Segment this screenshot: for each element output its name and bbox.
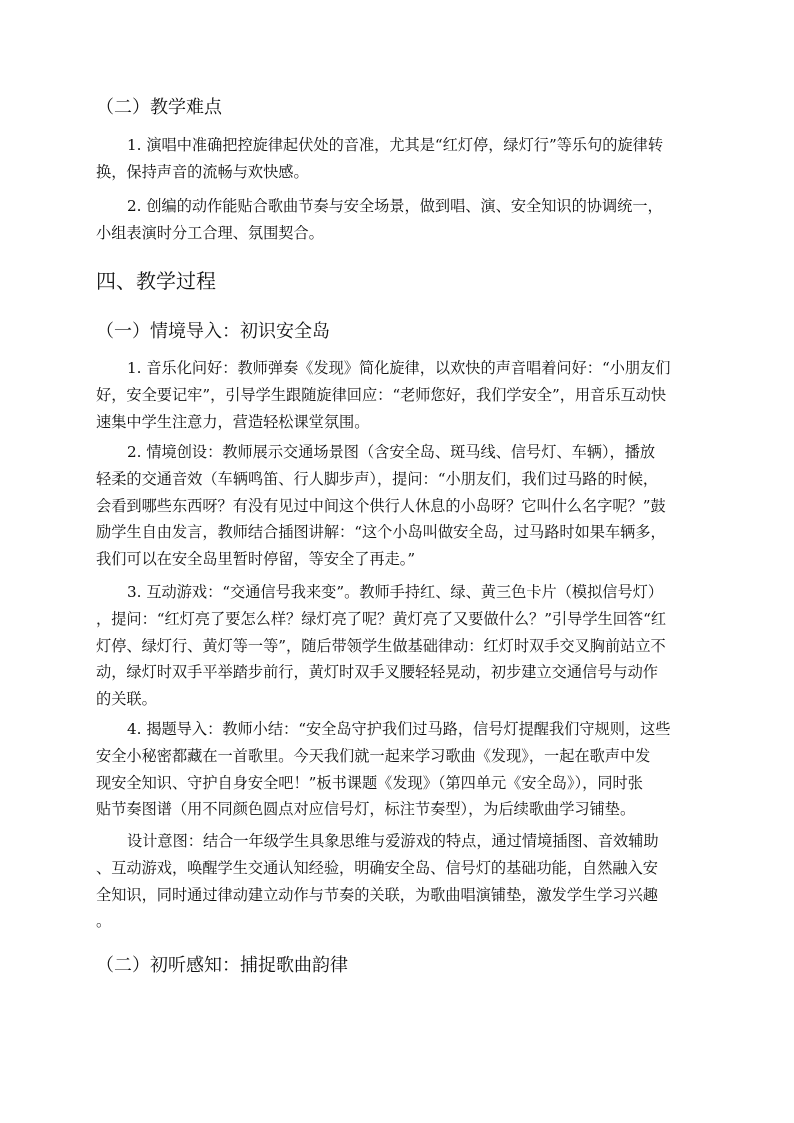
paragraph-design-intent [96, 828, 699, 935]
text-line: 速集中学生注意力，营造轻松课堂氛围。 [96, 412, 370, 431]
text-line: 轻柔的交通音效（车辆鸣笛、行人脚步声），提问：“小朋友们，我们过马路的时候， [96, 469, 659, 488]
text-line: 好，安全要记牢”，引导学生跟随旋律回应：“老师您好，我们学安全”，用音乐互动快 [96, 385, 667, 404]
text-line: 2. 创编的动作能贴合歌曲节奏与安全场景，做到唱、演、安全知识的协调统一， [127, 197, 663, 215]
paragraph-difficulty-1 [96, 132, 699, 186]
text-line: 1. 音乐化问好：教师弹奏《发现》简化旋律，以欢快的声音唱着问好：“小朋友们 [127, 359, 671, 377]
paragraph-difficulty-2 [96, 193, 699, 247]
heading-teaching-difficulty: （二）教学难点 [96, 97, 222, 118]
text-line: 贴节奏图谱（用不同颜色圆点对应信号灯，标注节奏型），为后续歌曲学习铺垫。 [96, 800, 636, 819]
text-line: 2. 情境创设：教师展示交通场景图（含安全岛、斑马线、信号灯、车辆），播放 [127, 443, 656, 461]
paragraph-intro-3 [96, 579, 699, 713]
text-line: 全知识，同时通过律动建立动作与节奏的关联，为歌曲唱演铺垫，激发学生学习兴趣 [96, 885, 658, 904]
text-line: 会看到哪些东西呀？有没有见过中间这个供行人休息的小岛呀？它叫什么名字呢？”鼓 [96, 496, 666, 515]
text-line: 3. 互动游戏：“交通信号我来变”。教师手持红、绿、黄三色卡片（模拟信号灯） [127, 583, 664, 601]
paragraph-intro-4 [96, 716, 699, 823]
text-line: 励学生自由发言，教师结合插图讲解：“这个小岛叫做安全岛，过马路时如果车辆多， [96, 523, 666, 542]
text-line: 。 [96, 912, 112, 931]
text-line: 换，保持声音的流畅与欢快感。 [96, 162, 309, 181]
text-line: 的关联。 [96, 690, 157, 709]
paragraph-intro-1 [96, 355, 699, 435]
text-line: 安全小秘密都藏在一首歌里。今天我们就一起来学习歌曲《发现》，一起在歌声中发 [96, 746, 651, 765]
paragraph-intro-2 [96, 439, 699, 573]
text-line: 4. 揭题导入：教师小结：“安全岛守护我们过马路，信号灯提醒我们守规则，这些 [127, 720, 671, 738]
text-line: 我们可以在安全岛里暂时停留，等安全了再走。” [96, 550, 416, 569]
text-line: 设计意图：结合一年级学生具象思维与爱游戏的特点，通过情境插图、音效辅助 [127, 832, 659, 850]
heading-situation-intro: （一）情境导入：初识安全岛 [96, 321, 330, 342]
text-line: 动，绿灯时双手平举踏步前行，黄灯时双手叉腰轻轻晃动，初步建立交通信号与动作 [96, 663, 658, 682]
text-line: ，提问：“红灯亮了要怎么样？绿灯亮了呢？黄灯亮了又要做什么？”引导学生回答“红 [96, 609, 667, 628]
text-line: 、互动游戏，唤醒学生交通认知经验，明确安全岛、信号灯的基础功能，自然融入安 [96, 858, 658, 877]
text-line: 小组表演时分工合理、氛围契合。 [96, 223, 324, 242]
text-line: 现安全知识、守护自身安全吧！”板书课题《发现》（第四单元《安全岛》），同时张 [96, 773, 643, 792]
heading-teaching-process: 四、教学过程 [96, 269, 216, 293]
heading-first-listen: （二）初听感知：捕捉歌曲韵律 [96, 955, 348, 976]
text-line: 1. 演唱中准确把控旋律起伏处的音准，尤其是“红灯停，绿灯行”等乐句的旋律转 [127, 136, 664, 154]
text-line: 灯停、绿灯行、黄灯等一等”，随后带领学生做基础律动：红灯时双手交叉胸前站立不 [96, 636, 666, 655]
